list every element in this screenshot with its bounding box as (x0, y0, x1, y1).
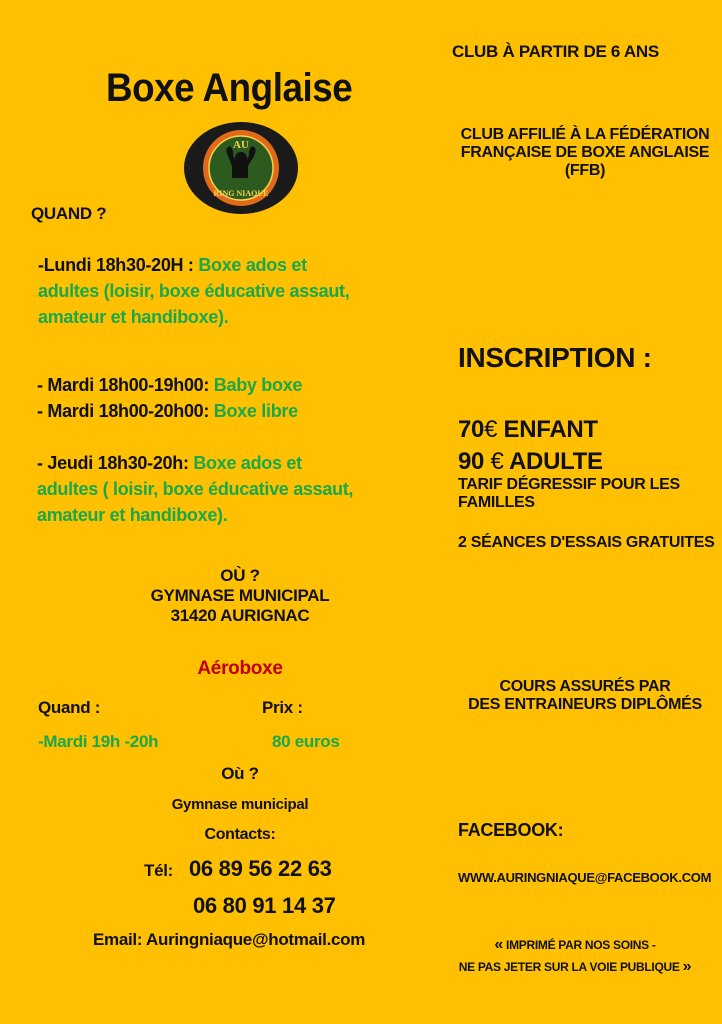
affiliation-line-2: FRANÇAISE DE BOXE ANGLAISE (460, 144, 710, 161)
monday-desc-1: Boxe ados et (198, 255, 307, 275)
page-title: Boxe Anglaise (106, 66, 353, 110)
aeroboxe-when-label: Quand : (38, 698, 101, 717)
euro-icon: € (490, 448, 504, 475)
tuesday-time-2: - Mardi 18h00-20h00: (37, 401, 214, 421)
affiliation-line-3: (FFB) (564, 162, 606, 179)
contacts-label: Contacts: (204, 826, 276, 843)
close-quote: » (682, 958, 692, 975)
schedule-tuesday (37, 372, 302, 424)
print-line-1: IMPRIMÉ PAR NOS SOINS - (503, 938, 656, 952)
tarif-line-2: FAMILLES (458, 494, 535, 511)
tuesday-desc-2: Boxe libre (213, 401, 298, 421)
schedule-thursday (37, 450, 353, 528)
club-logo (184, 122, 298, 214)
monday-desc-2: adultes (loisir, boxe éducative assaut, (38, 281, 350, 301)
family-discount-note (458, 476, 680, 512)
aeroboxe-where-label: Où ? (221, 764, 259, 783)
svg-text:RING NIAQUE: RING NIAQUE (213, 189, 269, 198)
schedule-monday (38, 252, 349, 330)
when-heading: QUAND ? (31, 204, 107, 223)
aeroboxe-price-value: 80 euros (272, 732, 340, 751)
tuesday-desc-1: Baby boxe (213, 375, 303, 395)
monday-desc-3: amateur et handiboxe). (38, 307, 229, 327)
location-block (0, 566, 480, 626)
price-child-amount: 70 (458, 416, 485, 443)
facebook-heading: FACEBOOK: (458, 820, 564, 840)
email-link[interactable]: Email: Auringniaque@hotmail.com (93, 930, 366, 949)
print-line-2: NE PAS JETER SUR LA VOIE PUBLIQUE (458, 960, 683, 974)
tarif-line-1: TARIF DÉGRESSIF POUR LES (458, 476, 680, 493)
federation-affiliation (440, 126, 722, 180)
price-adult (458, 448, 603, 476)
price-adult-label: ADULTE (503, 448, 603, 475)
facebook-link[interactable]: WWW.AURINGNIAQUE@FACEBOOK.COM (458, 870, 712, 885)
aeroboxe-when-value: -Mardi 19h -20h (38, 732, 159, 751)
club-age-note: CLUB À PARTIR DE 6 ANS (452, 42, 659, 61)
free-trials-note: 2 SÉANCES D'ESSAIS GRATUITES (458, 534, 715, 551)
coaches-line-2: DES ENTRAINEURS DIPLÔMÉS (468, 696, 702, 713)
euro-icon: € (484, 416, 498, 443)
location-city: 31420 AURIGNAC (170, 606, 310, 625)
aeroboxe-where-value: Gymnase municipal (171, 796, 309, 813)
thursday-desc-3: amateur et handiboxe). (37, 505, 228, 525)
open-quote: « (494, 936, 503, 953)
monday-time: -Lundi 18h30-20H : (38, 255, 199, 275)
location-heading: OÙ ? (220, 566, 260, 585)
phone-number-2[interactable]: 06 80 91 14 37 (193, 893, 336, 918)
coaches-note (460, 678, 710, 714)
price-child-label: ENFANT (497, 416, 598, 443)
price-child (458, 416, 598, 444)
print-disclaimer (440, 934, 710, 978)
thursday-desc-1: Boxe ados et (193, 453, 302, 473)
aeroboxe-price-label: Prix : (262, 698, 303, 717)
inscription-heading: INSCRIPTION : (458, 342, 652, 373)
svg-text:AU: AU (233, 139, 249, 151)
tuesday-time-1: - Mardi 18h00-19h00: (37, 375, 214, 395)
thursday-desc-2: adultes ( loisir, boxe éducative assaut, (37, 479, 354, 499)
price-adult-amount: 90 (458, 448, 491, 475)
coaches-line-1: COURS ASSURÉS PAR (499, 678, 671, 695)
affiliation-line-1: CLUB AFFILIÉ À LA FÉDÉRATION (460, 126, 710, 143)
aeroboxe-title: Aéroboxe (197, 658, 283, 679)
thursday-time: - Jeudi 18h30-20h: (37, 453, 194, 473)
location-place: GYMNASE MUNICIPAL (150, 586, 330, 605)
phone-number-1[interactable]: 06 89 56 22 63 (189, 856, 332, 881)
phone-label: Tél: (144, 861, 174, 880)
